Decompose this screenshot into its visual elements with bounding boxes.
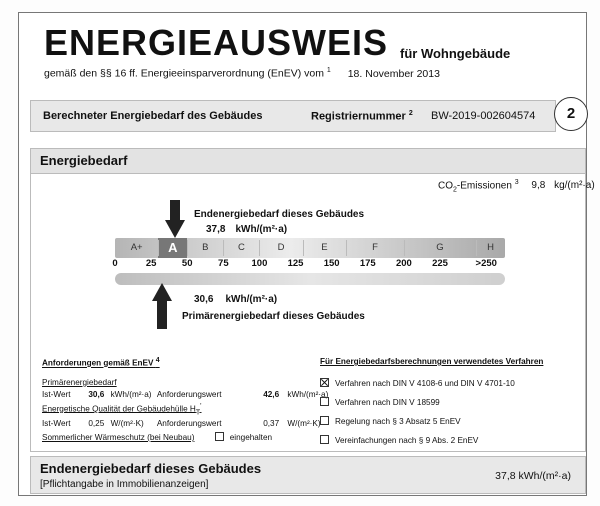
footer-summary [30, 456, 586, 494]
document-title: ENERGIEAUSWEIS [44, 22, 389, 63]
footer-note: [Pflichtangabe in Immobilienanzeigen] [40, 479, 209, 490]
scale-separator [303, 240, 304, 256]
end-energy-label: Endenergiebedarf dieses Gebäudes [194, 209, 365, 220]
scale-tick-label: 25 [145, 258, 157, 269]
co2-value: 9,8 [531, 180, 546, 192]
method-option [320, 416, 560, 426]
scale-class-G: G [436, 242, 444, 253]
method-option-label: Regelung nach § 3 Absatz 5 EnEV [335, 417, 461, 426]
co2-emissions: $CO_2$-Emissionen $^3$ 9,8 kg/(m²·a) [438, 179, 595, 194]
primary-scale-bar [115, 273, 505, 285]
scale-tick-label: 225 [432, 258, 448, 269]
law-footnote: 1 [326, 67, 331, 74]
section-title: Energiebedarf [40, 153, 128, 168]
law-text: gemäß den §§ 16 ff. Energieeinsparverordnung (EnEV) vom [44, 67, 324, 80]
scale-ticks [112, 258, 505, 272]
scale-class-B: B [202, 242, 209, 253]
method-option [320, 435, 560, 445]
end-energy-arrow-icon [165, 200, 185, 238]
method-option-label: Verfahren nach DIN V 18599 [335, 398, 440, 407]
method-checkbox[interactable] [320, 416, 329, 425]
register-label: Berechneter Energiebedarf des Gebäudes [43, 110, 263, 122]
page-number-badge: 2 [554, 97, 588, 131]
scale-tick-label: 175 [359, 258, 376, 269]
register-number-value: BW-2019-002604574 [431, 110, 536, 122]
scale-class-A-highlight: A [158, 238, 187, 258]
footer-title: Endenergiebedarf dieses Gebäudes [40, 461, 262, 476]
summer-checkbox[interactable] [215, 432, 224, 441]
envelope-quality-row: Ist-Wert 0,25 W/(m²·K) Anforderungswert 0,37 W/(m²·K) [42, 419, 321, 429]
envelope-quality-subheading: Energetische Qualität der Gebäudehülle $H_T'$ [42, 402, 202, 417]
scale-separator [346, 240, 347, 256]
requirements-block [42, 357, 329, 443]
scale-class-H: H [487, 242, 494, 253]
efficiency-scale [115, 238, 505, 258]
primary-energy-arrow-icon [152, 283, 172, 329]
scale-class-C: C [237, 242, 245, 253]
primary-energy-value: 30,6 kWh/(m²·a) [194, 294, 278, 305]
scale-tick-label: 200 [395, 258, 412, 269]
scale-separator [404, 240, 405, 256]
scale-class-F: F [372, 242, 378, 253]
scale-tick-label: 100 [251, 258, 268, 269]
footer-value: 37,8 kWh/(m²·a) [495, 470, 571, 482]
scale-separator [223, 240, 224, 256]
scale-tick-label: 125 [287, 258, 304, 269]
method-option [320, 378, 560, 388]
law-date: 18. November 2013 [347, 67, 440, 80]
primary-energy-subheading: Primärenergiebedarf [42, 377, 117, 387]
section-header [30, 148, 586, 174]
method-option-label: Verfahren nach DIN V 4108-6 und DIN V 4701-10 [335, 379, 515, 388]
method-option [320, 397, 560, 407]
scale-separator [158, 240, 159, 256]
scale-tick-label: 150 [323, 258, 340, 269]
law-reference [44, 67, 440, 80]
scale-tick-label: 0 [112, 258, 118, 269]
method-block [320, 357, 560, 445]
method-option-label: Vereinfachungen nach § 9 Abs. 2 EnEV [335, 436, 479, 445]
scale-separator [187, 240, 188, 256]
scale-class-D: D [277, 242, 285, 253]
end-energy-value: 37,8 kWh/(m²·a) [206, 224, 288, 235]
co2-unit: kg/(m²·a) [554, 180, 595, 192]
method-checkbox[interactable] [320, 397, 329, 406]
scale-separator [259, 240, 260, 256]
method-checkbox[interactable] [320, 378, 329, 387]
register-bar [30, 100, 556, 132]
primary-energy-label: Primärenergiebedarf dieses Gebäudes [182, 311, 365, 322]
scale-tick-label: 50 [181, 258, 193, 269]
summer-protection-row: Sommerlicher Wärmeschutz (bei Neubau) eingehalten [42, 433, 273, 443]
document-subtitle: für Wohngebäude [400, 46, 511, 61]
scale-tick-label: 75 [218, 258, 229, 269]
register-number-label: Registriernummer $^2$ [311, 110, 413, 123]
scale-class-A+: A+ [130, 242, 143, 253]
method-checkbox[interactable] [320, 435, 329, 444]
scale-class-E: E [321, 242, 328, 253]
scale-separator [476, 240, 477, 256]
scale-tick-label: >250 [475, 258, 497, 269]
requirements-heading: Anforderungen gemäß EnEV $^4$ [42, 357, 160, 368]
primary-energy-row: Ist-Wert 30,6 kWh/(m²·a) Anforderungswert 42,6 kWh/(m²·a) [42, 389, 329, 399]
method-heading: Für Energiebedarfsberechnungen verwendetes Verfahren [320, 357, 544, 366]
